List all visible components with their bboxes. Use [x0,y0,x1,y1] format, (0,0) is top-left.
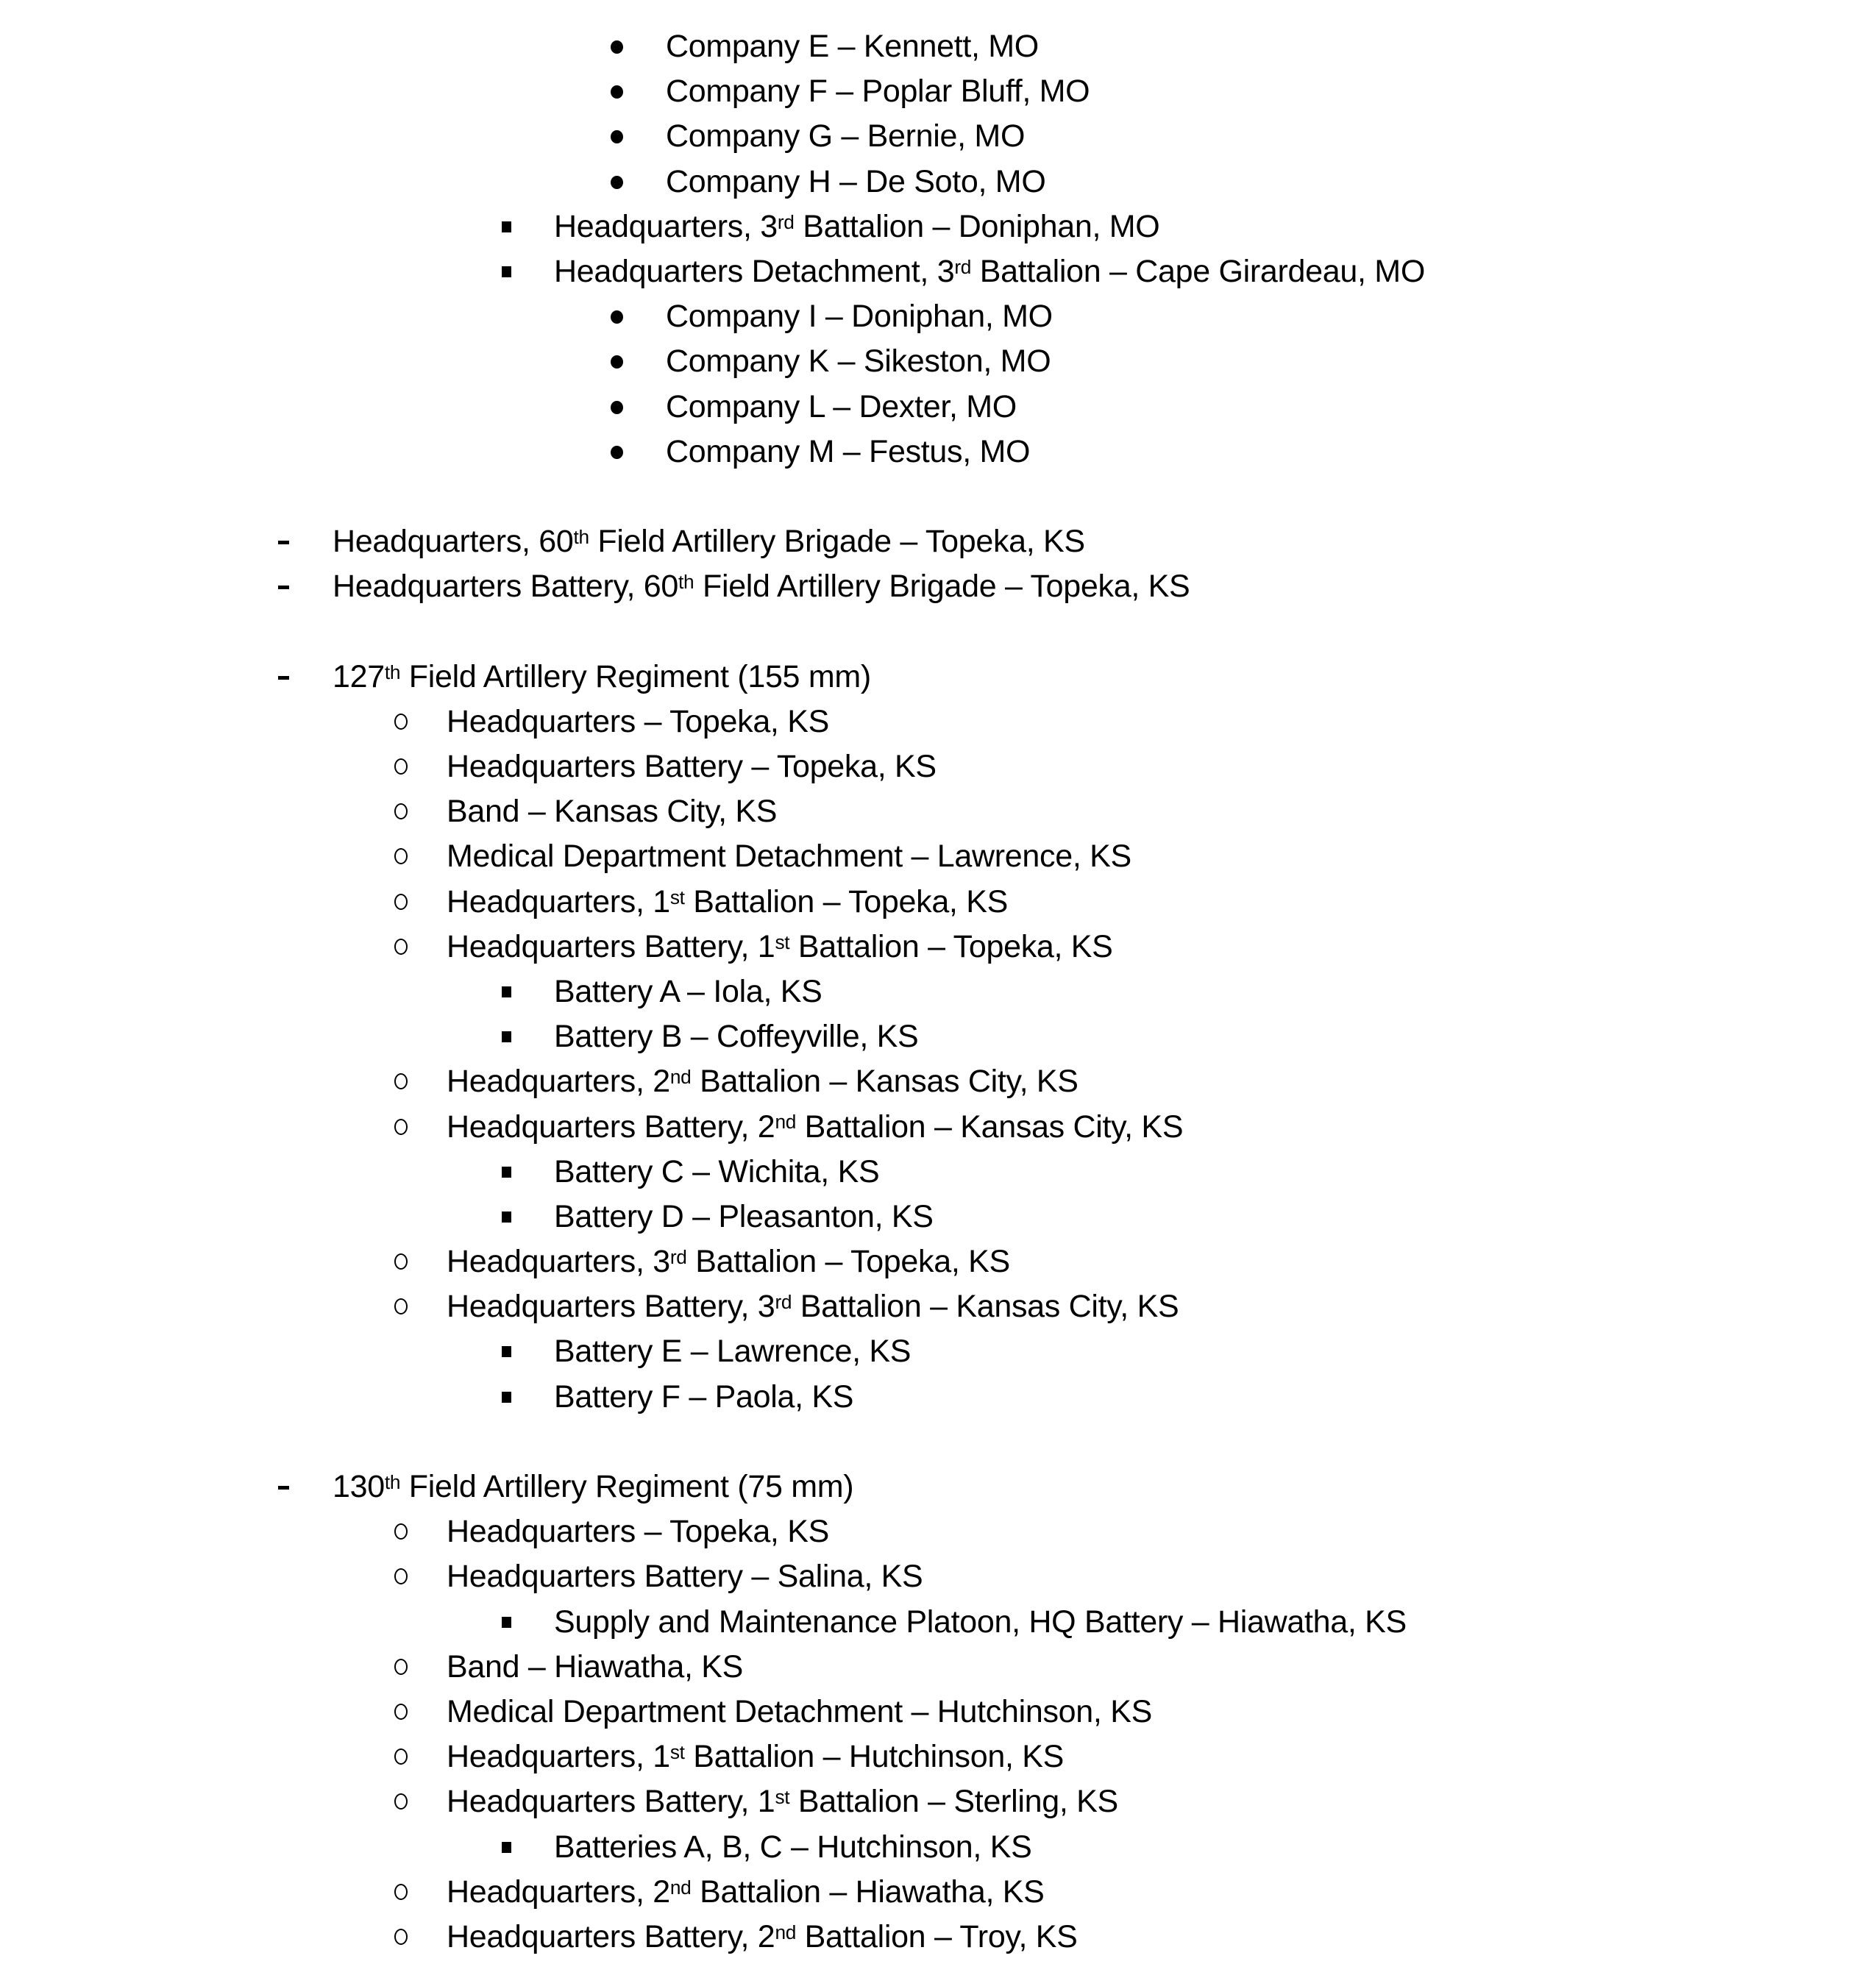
list-item-text [447,1109,1183,1145]
text-segment: Field Artillery Brigade – Topeka, KS [589,524,1085,560]
list-item [0,1870,1876,1915]
list-item-text [554,254,1425,289]
list-item [0,1600,1876,1645]
filled-square-bullet-icon [502,266,511,277]
text-segment: Battery A – Iola, KS [554,973,822,1009]
filled-round-bullet-icon [611,401,623,414]
open-circle-bullet-icon [394,1884,408,1900]
unit-list [0,24,1876,1960]
ordinal-superscript: nd [669,1876,692,1899]
text-segment: Headquarters, 60 [333,524,574,560]
open-circle-bullet-icon [394,1704,408,1720]
text-segment: Battery B – Coffeyville, KS [554,1019,919,1055]
text-segment: Band – Kansas City, KS [447,794,778,830]
text-segment: Battalion – Troy, KS [796,1918,1078,1954]
text-segment: Medical Department Detachment – Lawrence, KS [447,839,1131,875]
list-item [0,834,1876,879]
list-item-text [666,74,1090,109]
text-segment: Field Artillery Regiment (155 mm) [400,658,871,694]
list-item [0,69,1876,114]
list-item [0,1150,1876,1195]
list-item-text [666,299,1053,334]
ordinal-superscript: rd [777,210,795,233]
list-item [0,160,1876,204]
ordinal-superscript: st [775,1786,790,1809]
ordinal-superscript: nd [669,1066,692,1089]
list-item-text [447,1919,1078,1954]
dash-bullet-icon [278,586,289,589]
text-segment: Company M – Festus, MO [666,433,1031,469]
text-segment: Headquarters, 1 [447,883,670,919]
text-segment: Battalion – Kansas City, KS [792,1289,1179,1325]
text-segment: Headquarters Battery, 2 [447,1109,775,1145]
text-segment: Field Artillery Brigade – Topeka, KS [694,569,1190,605]
text-segment: Field Artillery Regiment (75 mm) [400,1469,854,1504]
open-circle-bullet-icon [394,758,408,775]
text-segment: Company G – Bernie, MO [666,118,1026,154]
filled-round-bullet-icon [611,310,623,324]
list-item-text [554,1829,1031,1865]
list-item-text [666,344,1051,379]
list-item-text [447,749,937,784]
ordinal-superscript: st [669,886,685,908]
list-item [0,1645,1876,1690]
text-segment: Headquarters Detachment, 3 [554,253,955,289]
list-item [0,204,1876,249]
list-item [0,1375,1876,1420]
open-circle-bullet-icon [394,714,408,730]
list-item-text [666,29,1039,64]
list-item [0,700,1876,744]
list-item-text [447,1514,829,1549]
open-circle-bullet-icon [394,1659,408,1675]
list-item [0,339,1876,384]
text-segment: Battalion – Hutchinson, KS [684,1739,1065,1775]
text-segment: Headquarters, 1 [447,1739,670,1775]
blank-line [0,474,1876,519]
filled-square-bullet-icon [502,1167,511,1178]
list-item-text [333,569,1190,604]
text-segment: Battalion – Kansas City, KS [796,1109,1184,1145]
text-segment: Headquarters, 2 [447,1064,670,1100]
filled-round-bullet-icon [611,40,623,54]
list-item [0,1239,1876,1284]
list-item [0,24,1876,69]
list-item [0,655,1876,700]
list-item [0,789,1876,834]
list-item [0,880,1876,925]
list-item-text [447,704,829,739]
list-item [0,294,1876,339]
list-item [0,1465,1876,1509]
text-segment: Headquarters Battery, 3 [447,1289,775,1325]
open-circle-bullet-icon [394,1253,408,1270]
open-circle-bullet-icon [394,894,408,910]
ordinal-superscript: st [775,931,790,953]
filled-square-bullet-icon [502,1031,511,1042]
open-circle-bullet-icon [394,1793,408,1810]
text-segment: Headquarters Battery, 2 [447,1918,775,1954]
ordinal-superscript: rd [954,255,972,278]
open-circle-bullet-icon [394,1748,408,1765]
list-item [0,1509,1876,1554]
open-circle-bullet-icon [394,1568,408,1584]
list-item-text [447,1289,1179,1324]
text-segment: Headquarters Battery, 1 [447,928,775,964]
blank-line [0,609,1876,654]
ordinal-superscript: rd [775,1291,792,1314]
list-item-text [554,209,1159,244]
list-item [0,1195,1876,1239]
list-item-text [333,1469,853,1504]
list-item-text [447,1244,1010,1279]
open-circle-bullet-icon [394,1523,408,1540]
list-item-text [447,1649,743,1684]
list-item-text [447,1559,923,1594]
list-item [0,1105,1876,1150]
ordinal-superscript: nd [775,1111,797,1134]
text-segment: Headquarters – Topeka, KS [447,703,829,739]
text-segment: Headquarters Battery – Salina, KS [447,1559,923,1595]
text-segment: Company I – Doniphan, MO [666,299,1053,335]
text-segment: Battalion – Doniphan, MO [794,208,1160,244]
text-segment: Battery F – Paola, KS [554,1378,854,1415]
list-item-text [666,164,1045,199]
list-item [0,430,1876,474]
ordinal-superscript: nd [775,1921,797,1943]
text-segment: Company K – Sikeston, MO [666,344,1051,380]
open-circle-bullet-icon [394,803,408,819]
filled-round-bullet-icon [611,130,623,143]
list-item-text [447,1784,1118,1819]
text-segment: Company F – Poplar Bluff, MO [666,74,1090,110]
list-item-text [447,839,1131,874]
filled-square-bullet-icon [502,986,511,997]
list-item [0,1554,1876,1599]
list-item-text [554,1334,911,1369]
text-segment: Battery D – Pleasanton, KS [554,1198,934,1234]
filled-round-bullet-icon [611,446,623,459]
list-item [0,114,1876,159]
open-circle-bullet-icon [394,1073,408,1089]
list-item [0,969,1876,1014]
list-item [0,1014,1876,1059]
dash-bullet-icon [278,676,289,680]
text-segment: Band – Hiawatha, KS [447,1648,744,1684]
list-item [0,744,1876,789]
list-item [0,1284,1876,1329]
open-circle-bullet-icon [394,1298,408,1314]
list-item [0,1825,1876,1870]
text-segment: Headquarters Battery – Topeka, KS [447,749,937,784]
list-item [0,1734,1876,1779]
text-segment: Headquarters Battery, 1 [447,1784,775,1820]
text-segment: 130 [333,1469,385,1504]
ordinal-superscript: th [384,661,401,683]
ordinal-superscript: th [573,526,589,549]
text-segment: Battalion – Topeka, KS [686,1244,1010,1280]
list-item-text [447,1739,1064,1774]
list-item-text [447,1694,1152,1729]
list-item-text [666,118,1025,154]
list-item-text [554,974,822,1009]
dash-bullet-icon [278,1486,289,1490]
list-item [0,519,1876,564]
filled-round-bullet-icon [611,85,623,99]
text-segment: Company L – Dexter, MO [666,388,1017,424]
filled-square-bullet-icon [502,1212,511,1223]
ordinal-superscript: rd [669,1246,687,1269]
list-item [0,925,1876,969]
list-item-text [554,1019,918,1054]
text-segment: Headquarters, 3 [447,1244,670,1280]
text-segment: Company H – De Soto, MO [666,163,1046,199]
list-item-text [447,1064,1079,1099]
text-segment: Battery E – Lawrence, KS [554,1334,912,1370]
list-item [0,1059,1876,1104]
text-segment: Battalion – Sterling, KS [789,1784,1118,1820]
text-segment: Battery C – Wichita, KS [554,1153,880,1189]
text-segment: Headquarters, 2 [447,1874,670,1910]
list-item-text [554,1604,1407,1640]
open-circle-bullet-icon [394,848,408,864]
filled-square-bullet-icon [502,1392,511,1403]
list-item-text [447,884,1008,919]
list-item [0,1779,1876,1824]
open-circle-bullet-icon [394,1119,408,1135]
list-item [0,564,1876,609]
list-item-text [554,1199,934,1234]
filled-square-bullet-icon [502,1842,511,1853]
list-item-text [333,659,871,694]
open-circle-bullet-icon [394,1929,408,1945]
list-item [0,249,1876,294]
dash-bullet-icon [278,541,289,544]
list-item [0,1915,1876,1960]
text-segment: Headquarters – Topeka, KS [447,1514,829,1550]
list-item [0,1329,1876,1374]
text-segment: Battalion – Cape Girardeau, MO [971,253,1425,289]
list-item-text [447,929,1113,964]
filled-round-bullet-icon [611,176,623,189]
filled-square-bullet-icon [502,221,511,232]
text-segment: Batteries A, B, C – Hutchinson, KS [554,1829,1032,1865]
text-segment: Medical Department Detachment – Hutchinson, KS [447,1693,1152,1729]
blank-line [0,1420,1876,1465]
text-segment: Headquarters, 3 [554,208,778,244]
text-segment: Battalion – Topeka, KS [789,928,1113,964]
filled-square-bullet-icon [502,1346,511,1357]
text-segment: Company E – Kennett, MO [666,29,1039,64]
text-segment: 127 [333,658,385,694]
list-item-text [666,434,1030,469]
list-item-text [447,1874,1045,1910]
text-segment: Battalion – Hiawatha, KS [691,1874,1045,1910]
list-item [0,385,1876,430]
filled-square-bullet-icon [502,1617,511,1628]
filled-round-bullet-icon [611,355,623,369]
text-segment: Headquarters Battery, 60 [333,569,679,605]
open-circle-bullet-icon [394,939,408,955]
ordinal-superscript: st [669,1741,685,1764]
ordinal-superscript: th [384,1470,401,1493]
text-segment: Battalion – Kansas City, KS [691,1064,1079,1100]
list-item [0,1690,1876,1734]
list-item-text [666,389,1017,424]
list-item-text [447,794,777,829]
list-item-text [554,1154,879,1189]
text-segment: Battalion – Topeka, KS [684,883,1008,919]
list-item-text [333,524,1085,559]
list-item-text [554,1379,853,1415]
text-segment: Supply and Maintenance Platoon, HQ Battery – Hiawatha, KS [554,1604,1407,1640]
ordinal-superscript: th [678,571,694,594]
